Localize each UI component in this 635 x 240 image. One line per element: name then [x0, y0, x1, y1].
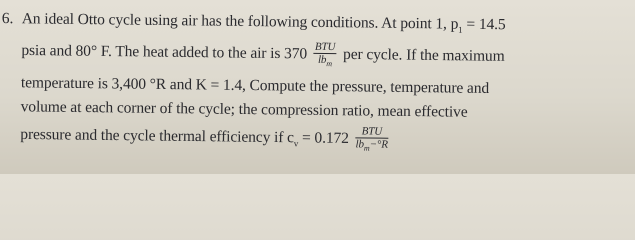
line5-mid: = 0.172: [298, 129, 349, 147]
line1-text: An ideal Otto cycle using air has the following conditions. At point 1, p: [21, 10, 459, 33]
fraction-denominator: $lb_m$: [317, 53, 333, 69]
problem-number: 6.: [1, 10, 14, 28]
text-line-1: [22, 10, 506, 35]
fraction-btu-per-lbm-r: [355, 126, 388, 153]
fraction2-denominator: $lb_m-^\circ R$: [355, 138, 388, 153]
line1-subscript: 1: [458, 24, 463, 35]
text-line-3: [21, 74, 489, 98]
text-line-5: [20, 122, 391, 153]
fraction-numerator: BTU: [314, 40, 336, 54]
line2-start: psia and 80° F. The heat added to the air is 370: [21, 41, 308, 63]
fraction2-numerator: BTU: [356, 126, 388, 138]
line2-end: per cycle. If the maximum: [343, 45, 505, 65]
fraction-btu-per-lbm: [314, 42, 337, 68]
line1-end: = 14.5: [462, 15, 506, 34]
line3-text: temperature is 3,400 °R and K = 1.4, Compute the pressure, temperature and: [20, 74, 490, 97]
text-line-2: [21, 38, 505, 70]
line5-start: pressure and the cycle thermal efficiency if c: [20, 125, 294, 147]
line5-subscript: v: [293, 138, 299, 149]
line4-text: volume at each corner of the cycle; the compression ratio, mean effective: [20, 98, 468, 121]
text-line-4: [21, 98, 468, 121]
